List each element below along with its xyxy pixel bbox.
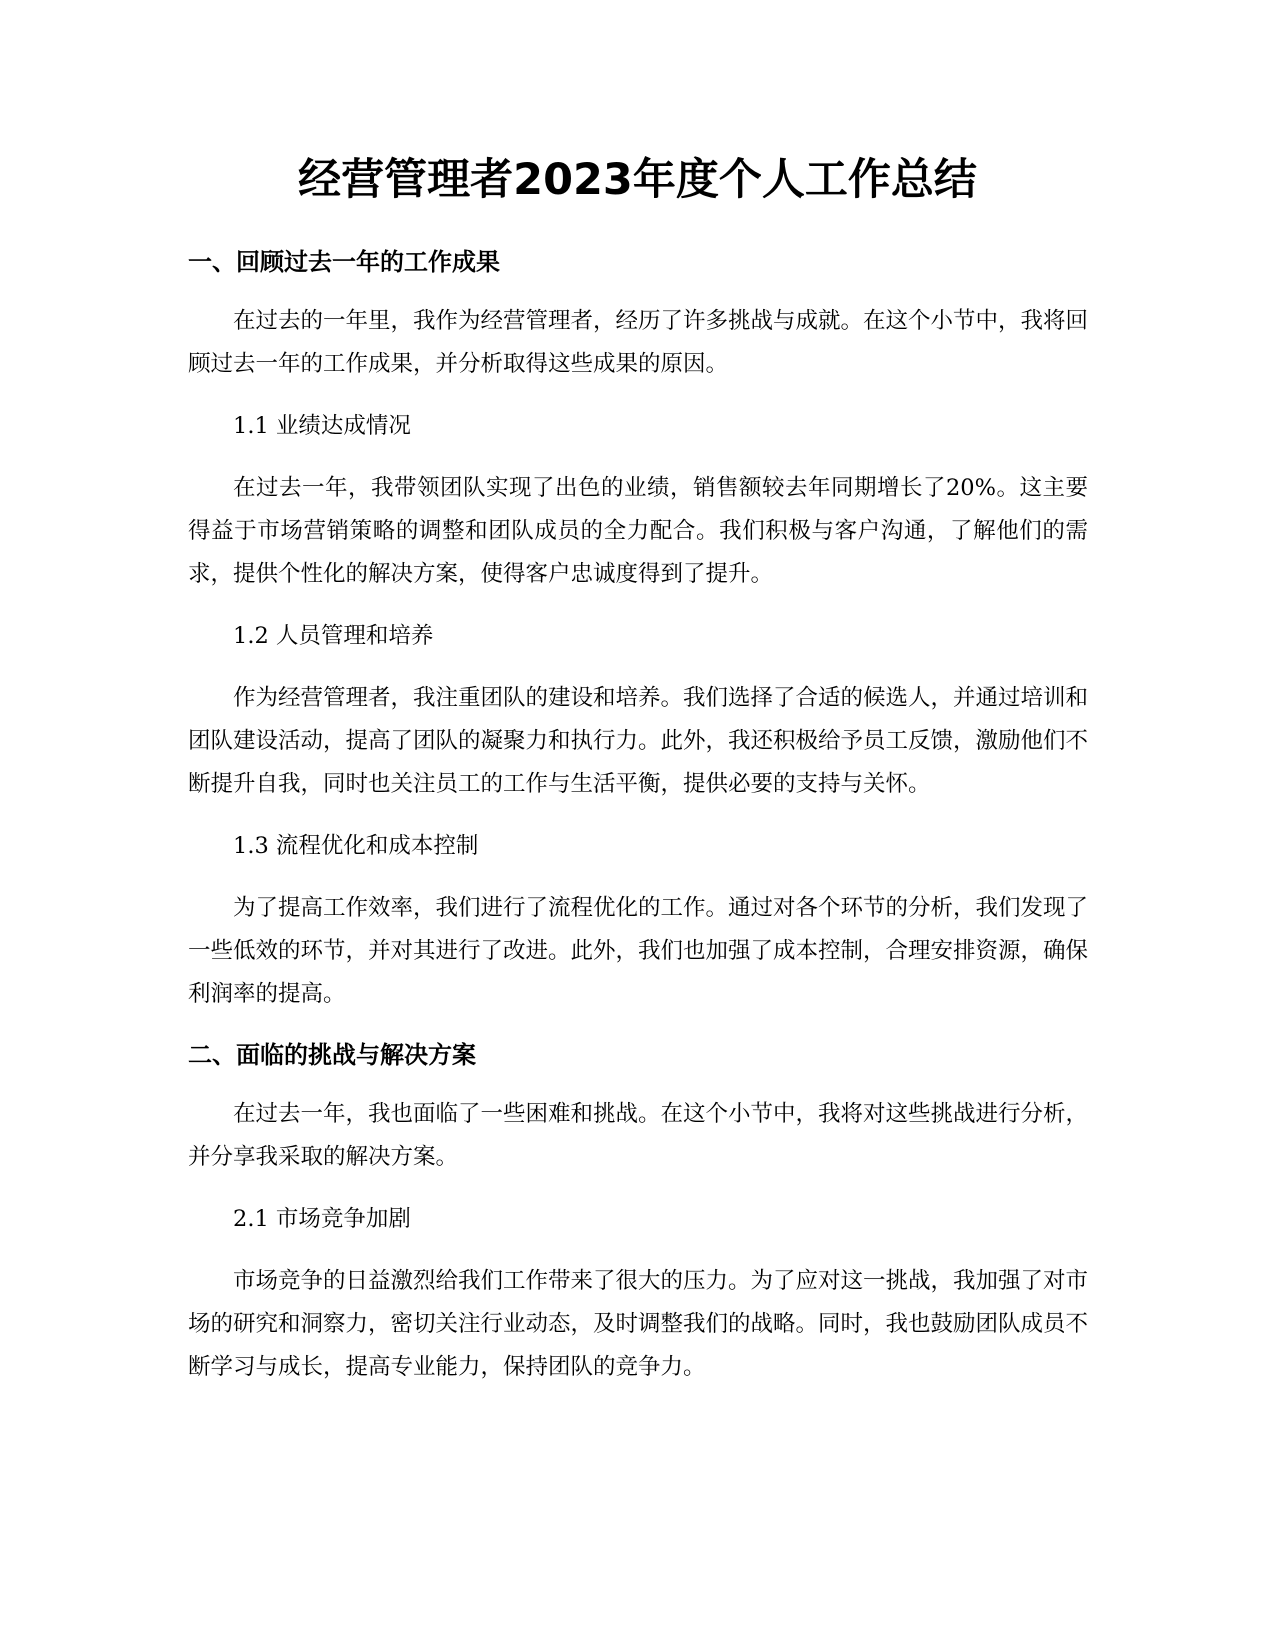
subsection-body-1-1: 在过去一年，我带领团队实现了出色的业绩，销售额较去年同期增长了20%。这主要得益于市场营销策略的调整和团队成员的全力配合。我们积极与客户沟通，了解他们的需求，提供个性化的解决方案，使得客户忠诚度得到了提升。 — [188, 475, 1088, 587]
subsection-heading-1-2: 1.2 人员管理和培养 — [233, 623, 434, 649]
subsection-heading-1-3: 1.3 流程优化和成本控制 — [233, 833, 479, 859]
section-heading-2: 二、面临的挑战与解决方案 — [188, 1041, 476, 1069]
subsection-heading-2-1: 2.1 市场竞争加剧 — [233, 1206, 411, 1232]
subsection-body-2-1: 市场竞争的日益激烈给我们工作带来了很大的压力。为了应对这一挑战，我加强了对市场的研究和洞察力，密切关注行业动态，及时调整我们的战略。同时，我也鼓励团队成员不断学习与成长，提高专业能力，保持团队的竞争力。 — [188, 1268, 1089, 1380]
subsection-heading-1-1: 1.1 业绩达成情况 — [233, 413, 411, 439]
subsection-body-1-3: 为了提高工作效率，我们进行了流程优化的工作。通过对各个环节的分析，我们发现了一些低效的环节，并对其进行了改进。此外，我们也加强了成本控制，合理安排资源，确保利润率的提高。 — [188, 895, 1089, 1007]
subsection-body-1-2: 作为经营管理者，我注重团队的建设和培养。我们选择了合适的候选人，并通过培训和团队建设活动，提高了团队的凝聚力和执行力。此外，我还积极给予员工反馈，激励他们不断提升自我，同时也关注员工的工作与生活平衡，提供必要的支持与关怀。 — [188, 685, 1089, 797]
section-intro-1: 在过去的一年里，我作为经营管理者，经历了许多挑战与成就。在这个小节中，我将回顾过去一年的工作成果，并分析取得这些成果的原因。 — [188, 308, 1089, 377]
document-title: 经营管理者2023年度个人工作总结 — [298, 155, 977, 205]
section-heading-1: 一、回顾过去一年的工作成果 — [188, 248, 500, 276]
section-intro-2: 在过去一年，我也面临了一些困难和挑战。在这个小节中，我将对这些挑战进行分析，并分享我采取的解决方案。 — [188, 1101, 1089, 1170]
document-body — [188, 242, 1088, 1408]
